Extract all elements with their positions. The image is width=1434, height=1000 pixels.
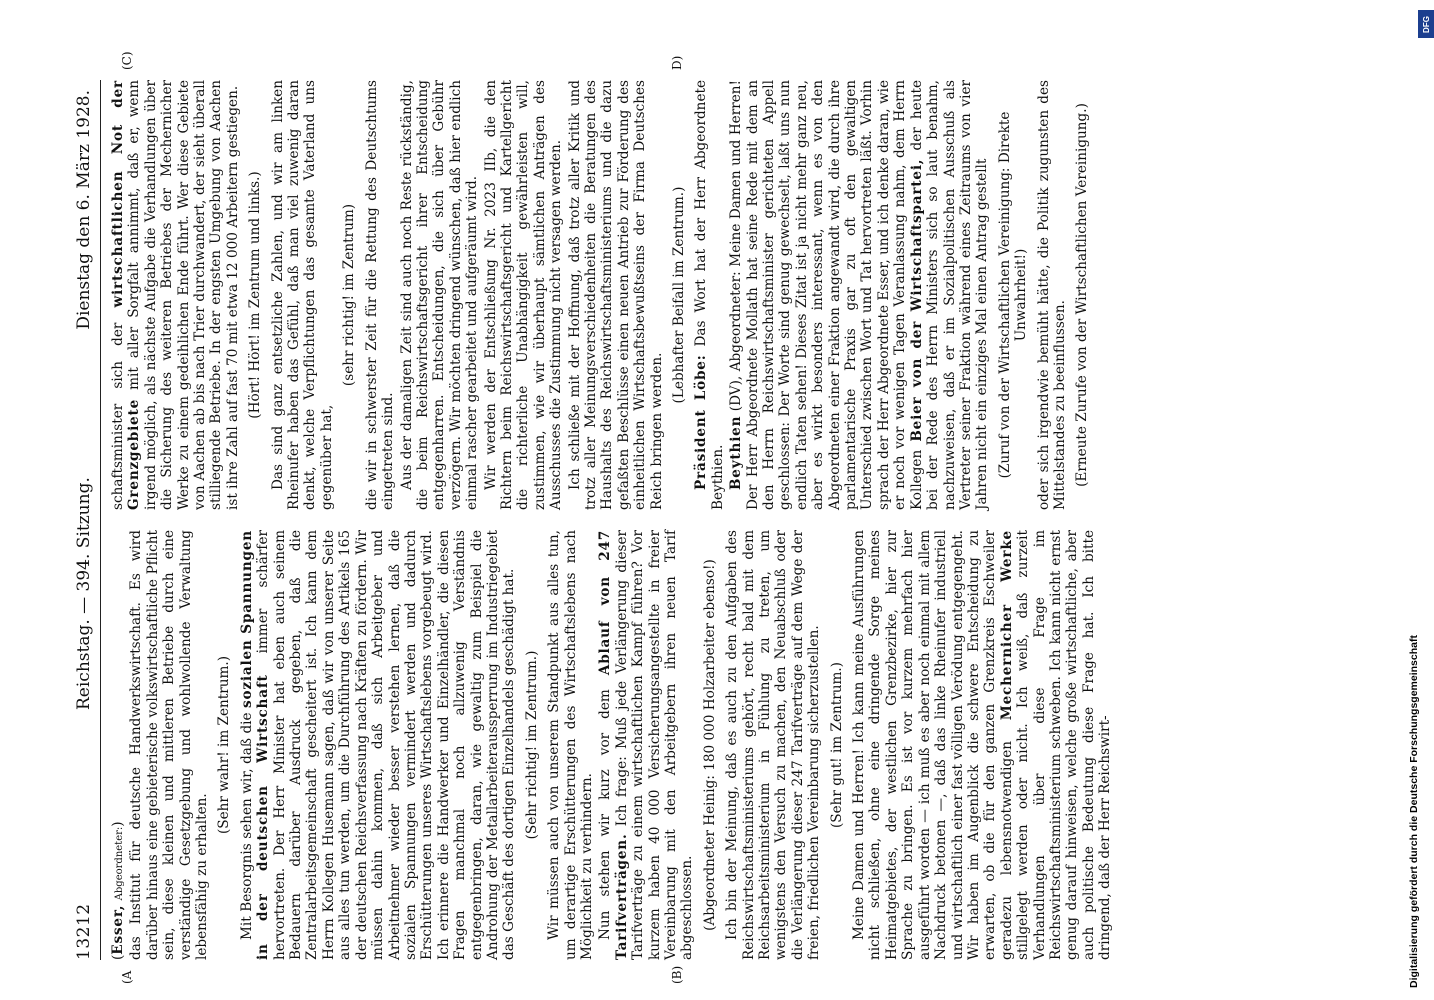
funding-notice [1404,8,1430,994]
paragraph: Nun stehen wir kurz vor dem Ablauf von 247 Tarifverträgen. Ich frage: Muß jede Verlängerung dieser Tarifverträge zu einem wirtschaftlichen Kampf führen? Vor kurzem haben 40 000 Versicherungsangestellte in freier Vereinbarung mit den Arbeitgebern ihren neuen Tarif abgeschlossen. [597,529,696,960]
left-column [110,530,1116,960]
running-title: Reichstag. — 394. Sitzung. [74,477,94,710]
funding-notice-text: Digitalisierung gefördert durch die Deutsche Forschungsgemeinschaft [1408,635,1420,988]
paragraph: Präsident Löbe: Das Wort hat der Herr Abgeordnete Beythien. [693,80,726,510]
margin-mark-c: (C) [120,51,134,70]
paragraph: Meine Damen und Herren! Ich kann meine Ausführungen nicht schließen, ohne eine dringende Sorge meines Heimatgebietes, der westlichen Grenzbezirke, hier zur Sprache zu bringen. Es ist vor kurzem mehrfach hier ausgeführt worden — ich muß es aber noch einmal mit allem Nachdruck betonen —, daß das linke Rheinufer industriell und wirtschaftlich einer fast völligen Verödung entgegengeht. Wir haben im Augenblick die schwere Entscheidung zu erwarten, ob die für den ganzen Grenzkreis Eschweiler geradezu lebensnotwendigen Mechernicher Werke stillgelegt werden oder nicht. Ich weiß, daß zurzeit Verhandlungen über diese Frage im Reichswirtschaftsministerium schweben. Ich kann nicht ernst genug darauf hinweisen, welche große wirtschaftliche, aber auch politische Bedeutung diese Frage hat. Ich bitte dringend, daß der Herr Reichswirt- [851,530,1114,960]
rotated-page-content [60,51,1400,984]
paragraph: Wir müssen auch von unserem Standpunkt aus alles tun, um derartige Erschütterungen des Wirtschaftslebens nach Möglichkeit zu verhindern. [546,530,595,960]
interjection: (Abgeordneter Heinig: 180 000 Holzarbeiter ebenso!) [701,559,718,931]
paragraph: oder sich irgendwie bemüht hätte, die Politik zugunsten des Mittelstandes zu beeinflussen. [1035,80,1068,510]
page-header [60,80,100,960]
paragraph: schaftsminister sich der wirtschaftlichen Not der Grenzgebiete mit aller Sorgfalt annimmt, daß er, wenn irgend möglich, als nächste Aufgabe die Verhandlungen über die Sicherung des weiteren Betriebes der Mechernicher Werke zu einem gedeihlichen Ende führt. Wer diese Gebiete von Aachen ab bis nach Trier durchwandert, der sieht überall stilliegende Betriebe. In der engsten Umgebung von Aachen ist ihre Zahl auf fast 70 mit etwa 12 000 Arbeitern gestiegen. [110,80,241,510]
dfg-logo: DFG [1418,10,1434,38]
session-date: Dienstag den 6. März 1928. [74,90,94,330]
right-column [110,80,1097,510]
paragraph: Wir werden der Entschließung Nr. 2023 IIb, die den Richtern beim Reichswirtschaftsgericht und Kartellgericht die richterliche Unabhängigkeit gewährleisten will, zustimmen, wie wir überhaupt sämtlichen Anträgen des Ausschusses die Zustimmung nicht versagen werden. [482,80,565,510]
paragraph: Aus der damaligen Zeit sind auch noch Reste rückständig, die beim Reichswirtschaftsgericht ihrer Entscheidung entgegenharren. Entscheidungen, die sich über Gebühr verzögern. Wir möchten dringend wünschen, daß hier endlich einmal rascher gearbeitet und aufgeräumt wird. [398,80,481,510]
margin-mark-b: (B) [670,965,684,984]
header-rule [100,80,101,960]
paragraph: (Esser, Abgeordneter:) das Institut für deutsche Handwerkswirtschaft. Es wird darüber hinaus eine gebieterische volkswirtschaftliche Pflicht sein, diese kleinen und mittleren Betriebe durch eine verständige Gesetzgebung und wohlwollende Verwaltung lebensfähig zu erhalten. [110,530,211,960]
paragraph: Ich bin der Meinung, daß es auch zu den Aufgaben des Reichswirtschaftsministeriums gehört, recht bald mit dem Reichsarbeitsministerium in Fühlung zu treten, um wenigstens den Versuch zu machen, den Neuabschluß oder die Verlängerung dieser 247 Tarifverträge auf dem Wege der freien, friedlichen Vereinbarung sicherzustellen. [724,530,823,960]
margin-mark-a: (A [120,970,134,984]
interjection: (Hört! Hört! im Zentrum und links.) [247,171,264,419]
interjection: (Zuruf von der Wirtschaftlichen Vereinigung: Direkte Unwahrheit!) [996,111,1030,479]
paragraph: Ich schließe mit der Hoffnung, daß trotz aller Kritik und trotz aller Meinungsverschiedenheiten die Beratungen des Haushalts des Reichswirtschaftsministeriums und die dazu gefaßten Beschlüsse einen neuen Antrieb zur Förderung des einheitlichen Wirtschaftsbewußtseins der Firma Deutsches Reich bringen werden. [566,80,665,510]
interjection: (Sehr richtig! im Zentrum.) [523,650,540,840]
paragraph: Beythien (DV), Abgeordneter: Meine Damen und Herren! Der Herr Abgeordnete Mollath hat seine Rede mit dem an den Herrn Reichswirtschaftsminister gerichteten Appell geschlossen: Der Worte sind genug gewechselt, laßt uns nun endlich Taten sehen! Dieses Zitat ist ja nicht mehr ganz neu, aber es wirkt besonders interessant, wenn es von den Abgeordneten einer Fraktion angewandt wird, die durch ihre parlamentarische Praxis gar zu oft den gewaltigen Unterschied zwischen Wort und Tat hervortreten läßt. Vorhin sprach der Herr Abgeordnete Esser, und ich denke daran, wie er noch vor wenigen Tagen Veranlassung nahm, dem Herrn Kollegen Beier von der Wirtschaftspartei, der heute bei der Rede des Herrn Ministers sich so laut benahm, nachzuweisen, daß er im Sozialpolitischen Ausschuß als Vertreter seiner Fraktion während eines Zeitraums von vier Jahren nicht ein einziges Mal einen Antrag gestellt [728,80,991,510]
interjection: (Sehr gut! im Zentrum.) [828,662,845,828]
interjection: (Erneute Zurufe von der Wirtschaftlichen Vereinigung.) [1074,103,1091,487]
interjection: (sehr richtig! im Zentrum) [341,203,358,387]
paragraph: Das sind ganz entsetzliche Zahlen, und wir am linken Rheinufer haben das Gefühl, daß man viel zuwenig daran denkt, welche Verpflichtungen das gesamte Vaterland uns gegenüber hat, [269,80,335,510]
page-number: 13212 [74,903,94,960]
interjection: (Lebhafter Beifall im Zentrum.) [671,186,687,404]
interjection: (Sehr wahr! im Zentrum.) [216,655,233,835]
paragraph: Mit Besorgnis sehen wir, daß die sozialen Spannungen in der deutschen Wirtschaft immer schärfer hervortreten. Der Herr Minister hat eben auch seinem Bedauern darüber Ausdruck gegeben, daß die Zentralarbeitsgemeinschaft gescheitert ist. Ich kann dem Herrn Kollegen Husemann sagen, daß wir von unserer Seite aus alles tun werden, um die Durchführung des Artikels 165 der deutschen Reichsverfassung nach Kräften zu fördern. Wir müssen dahin kommen, daß sich Arbeitgeber und Arbeitnehmer wieder besser verstehen lernen, daß die sozialen Spannungen vermindert werden und dadurch Erschütterungen unseres Wirtschaftslebens vorgebeugt wird. Ich erinnere die Handwerker und Einzelhändler, die diesen Fragen manchmal noch allzuwenig Verständnis entgegenbringen, daran, wie gewaltig zum Beispiel die Androhung der Metallarbeiteraussperrung im Industriegebiet das Geschäft des dortigen Einzelhandels geschädigt hat. [238,530,518,960]
margin-mark-d: D) [670,55,684,70]
paragraph: die wir in schwerster Zeit für die Rettung des Deutschtums eingetreten sind. [363,80,397,510]
